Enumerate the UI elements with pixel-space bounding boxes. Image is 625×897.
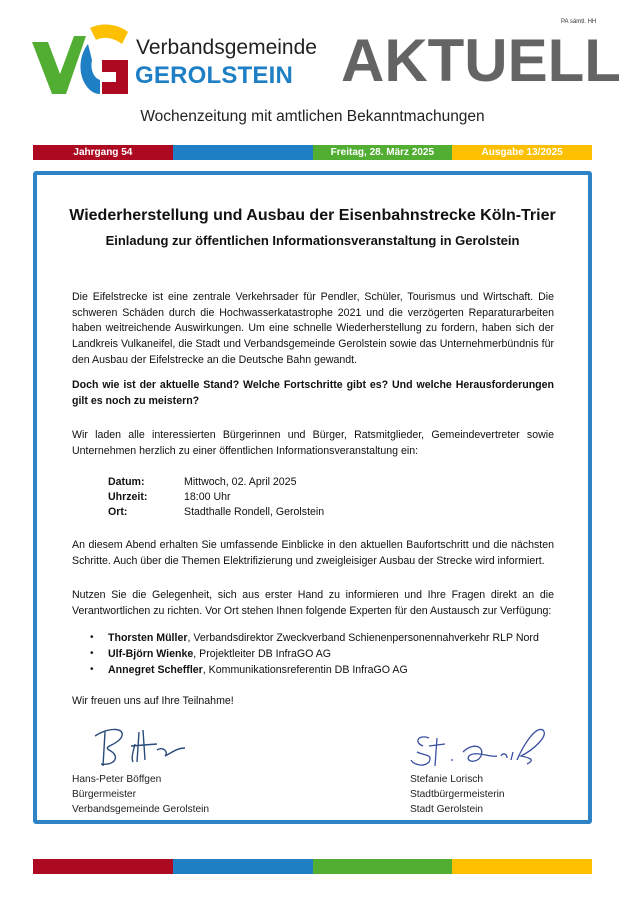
invitation-paragraph: Wir laden alle interessierten Bürgerinnen und Bürger, Ratsmitglieder, Gemeindevertreter sowie Unternehmen herzlich zu einer öffentlichen Informationsveranstaltung ein: xyxy=(72,429,554,457)
signature-boeffgen xyxy=(65,722,195,770)
detail-row-time xyxy=(108,490,324,505)
detail-row-place xyxy=(108,505,324,520)
logo-g-red xyxy=(102,60,128,94)
bullet-icon: • xyxy=(90,664,94,676)
signer-name: Stefanie Lorisch xyxy=(410,774,484,785)
article-title: Wiederherstellung und Ausbau der Eisenbahnstrecke Köln-Trier xyxy=(69,207,556,224)
intro-paragraph: Die Eifelstrecke ist eine zentrale Verkehrsader für Pendler, Schüler, Tourismus und Wirtschaft. Die schweren Schäden durch die Hochwasserkatastrophe 2021 und die verzögerten Reparaturarbeiten haben weitreichende Auswirkungen. Um eine schnelle Wiederherstellung zu fordern, haben sich der Landkreis Vulkaneifel, die Stadt und Verbandsgemeinde Gerolstein sowie das Unternehmerbündnis für den Ausbau der Eifelstrecke an die Deutsche Bahn gewandt. xyxy=(72,291,554,366)
signer-org: Stadt Gerolstein xyxy=(410,804,484,815)
logo-g-yellow xyxy=(90,25,128,44)
issue-date: Freitag, 28. März 2025 xyxy=(313,145,453,160)
detail-label: Ort: xyxy=(108,506,128,519)
signer-title: Stadtbürgermeisterin xyxy=(410,789,505,800)
experts-intro-paragraph: Nutzen Sie die Gelegenheit, sich aus erster Hand zu informieren und Ihre Fragen direkt an die Verantwortlichen zu richten. Vor Ort stehen Ihnen folgende Experten für den Austausch zur Verfügung: xyxy=(72,589,554,617)
list-item xyxy=(90,662,570,678)
expert-role: , Verbandsdirektor Zweckverband Schienenpersonennahverkehr RLP Nord xyxy=(187,632,539,644)
detail-label: Datum: xyxy=(108,476,145,488)
detail-value: Mittwoch, 02. April 2025 xyxy=(184,476,297,488)
evening-paragraph: An diesem Abend erhalten Sie umfassende Einblicke in den aktuellen Baufortschritt und die nächsten Schritte. Auch über die Themen Elektrifizierung und zweigleisiger Ausbau der Strecke wird informiert. xyxy=(72,539,554,567)
bullet-icon: • xyxy=(90,648,94,660)
expert-name: Annegret Scheffler xyxy=(108,664,203,677)
logo-g-blue xyxy=(81,44,100,94)
band-yellow-segment xyxy=(452,859,592,874)
band-blue-segment xyxy=(173,145,313,160)
org-name-line2: GEROLSTEIN xyxy=(135,62,294,89)
expert-name: Ulf-Björn Wienke xyxy=(108,648,194,661)
signer-name: Hans-Peter Böffgen xyxy=(72,774,162,785)
article-subtitle: Einladung zur öffentlichen Informationsveranstaltung in Gerolstein xyxy=(105,233,520,248)
info-band xyxy=(33,145,592,160)
detail-row-date xyxy=(108,475,324,490)
bullet-icon: • xyxy=(90,632,94,643)
closing-line: Wir freuen uns auf Ihre Teilnahme! xyxy=(72,695,234,707)
experts-list xyxy=(90,630,570,679)
org-name-line1: Verbandsgemeinde xyxy=(136,36,317,59)
detail-label: Uhrzeit: xyxy=(108,491,148,504)
footer-color-band xyxy=(33,859,592,874)
tagline: Wochenzeitung mit amtlichen Bekanntmachungen xyxy=(140,108,485,125)
expert-role: , Projektleiter DB InfraGO AG xyxy=(193,648,332,661)
question-paragraph: Doch wie ist der aktuelle Stand? Welche Fortschritte gibt es? Und welche Herausforderungen gilt es noch zu meistern? xyxy=(72,379,554,407)
band-green-segment xyxy=(313,859,453,874)
signature-lorisch xyxy=(403,716,553,771)
signer-title: Bürgermeister xyxy=(72,789,136,800)
publication-title: AKTUELL xyxy=(341,27,621,94)
volume-label: Jahrgang 54 xyxy=(33,145,173,160)
issue-number: Ausgabe 13/2025 xyxy=(452,145,592,160)
logo-v-green xyxy=(32,36,86,94)
band-red-segment xyxy=(33,859,173,874)
signer-left xyxy=(72,772,209,817)
band-blue-segment xyxy=(173,859,313,874)
vg-logo xyxy=(30,22,130,96)
list-item xyxy=(90,646,570,662)
signer-org: Verbandsgemeinde Gerolstein xyxy=(72,804,210,815)
event-details xyxy=(108,475,324,521)
distribution-note: PA sämtl. HH xyxy=(561,19,597,25)
expert-name: Thorsten Müller xyxy=(108,632,188,644)
list-item xyxy=(90,630,570,646)
detail-value: Stadthalle Rondell, Gerolstein xyxy=(184,506,325,519)
expert-role: , Kommunikationsreferentin DB InfraGO AG xyxy=(202,664,408,677)
detail-value: 18:00 Uhr xyxy=(184,491,231,504)
signer-right xyxy=(410,772,505,817)
